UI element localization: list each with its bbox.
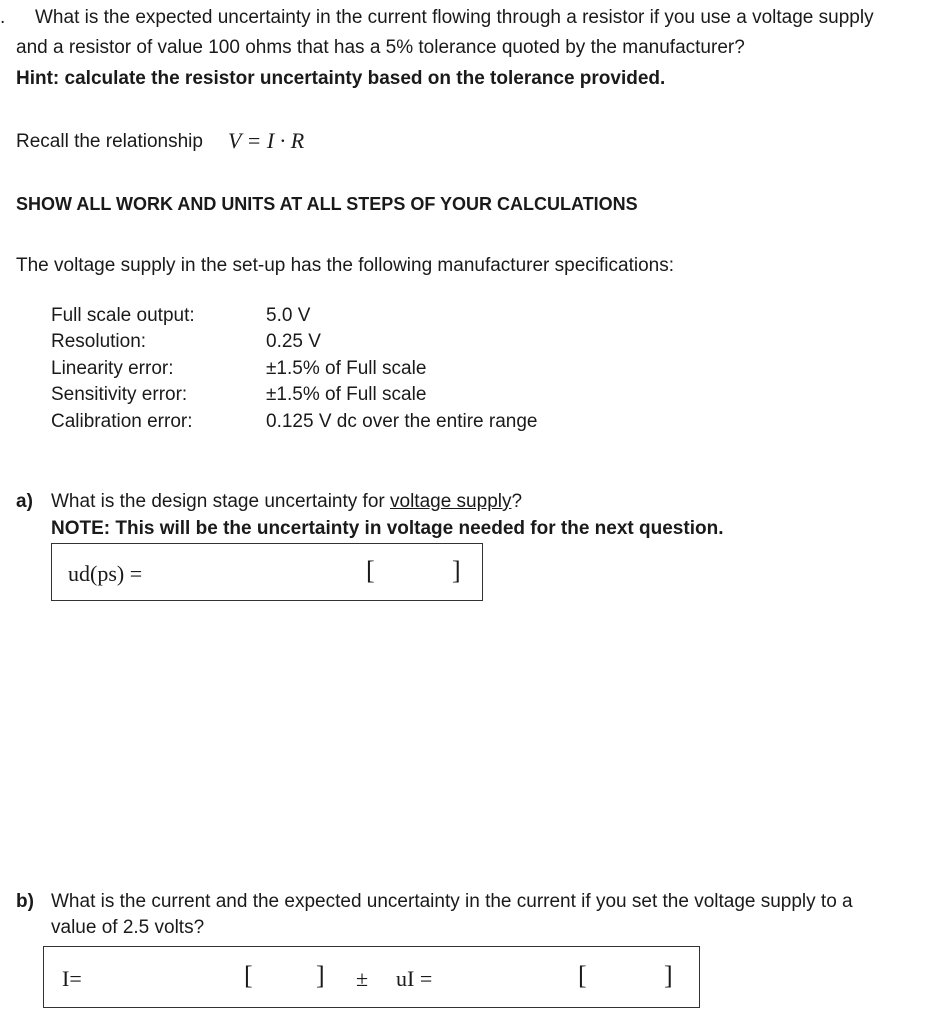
part-a-bracket-open: [ xyxy=(366,556,375,585)
spec-value: ±1.5% of Full scale xyxy=(266,384,427,405)
spec-value: 5.0 V xyxy=(266,305,311,326)
question-hint: Hint: calculate the resistor uncertainty based on the tolerance provided. xyxy=(16,68,666,89)
spec-label: Resolution: xyxy=(51,331,147,352)
part-b-answer-box[interactable] xyxy=(43,946,700,1008)
plus-minus-sign: ± xyxy=(356,966,369,991)
part-a-marker: a) xyxy=(16,491,33,512)
part-b-answer-label-i: I= xyxy=(62,966,82,991)
spec-value: ±1.5% of Full scale xyxy=(266,358,427,379)
part-b-marker: b) xyxy=(16,891,34,912)
spec-value: 0.25 V xyxy=(266,331,321,352)
instruction-heading: SHOW ALL WORK AND UNITS AT ALL STEPS OF YOUR CALCULATIONS xyxy=(16,194,638,214)
part-b-bracket-open-2: [ xyxy=(578,961,587,990)
spec-intro: The voltage supply in the set-up has the following manufacturer specifications: xyxy=(16,255,674,276)
part-b-bracket-close-1: ] xyxy=(316,961,325,990)
part-a-answer-box[interactable] xyxy=(51,543,483,601)
part-a-note: NOTE: This will be the uncertainty in voltage needed for the next question. xyxy=(51,518,724,539)
part-a-question-prefix: What is the design stage uncertainty for xyxy=(51,491,391,512)
question-line-1: What is the expected uncertainty in the current flowing through a resistor if you use a voltage supply xyxy=(35,7,874,28)
part-b-line-2: value of 2.5 volts? xyxy=(51,917,205,938)
part-b-answer-label-u: uI = xyxy=(396,966,433,991)
question-number: . xyxy=(0,7,6,28)
spec-label: Full scale output: xyxy=(51,305,195,326)
spec-value: 0.125 V dc over the entire range xyxy=(266,411,538,432)
part-a-question-link: voltage supply xyxy=(390,491,512,512)
spec-label: Calibration error: xyxy=(51,411,193,432)
part-b-bracket-close-2: ] xyxy=(664,961,673,990)
part-b-bracket-open-1: [ xyxy=(244,961,253,990)
part-a-bracket-close: ] xyxy=(452,556,461,585)
spec-label: Linearity error: xyxy=(51,358,174,379)
ohms-law-formula: V = I · R xyxy=(228,128,305,153)
part-a-answer-label: ud(ps) = xyxy=(68,561,143,586)
part-a-question xyxy=(51,490,522,514)
spec-label: Sensitivity error: xyxy=(51,384,188,405)
part-a-question-suffix: ? xyxy=(511,491,523,512)
part-b-line-1: What is the current and the expected uncertainty in the current if you set the voltage supply to a xyxy=(51,891,853,912)
question-line-2: and a resistor of value 100 ohms that has a 5% tolerance quoted by the manufacturer? xyxy=(16,37,745,58)
recall-label: Recall the relationship xyxy=(16,131,203,152)
